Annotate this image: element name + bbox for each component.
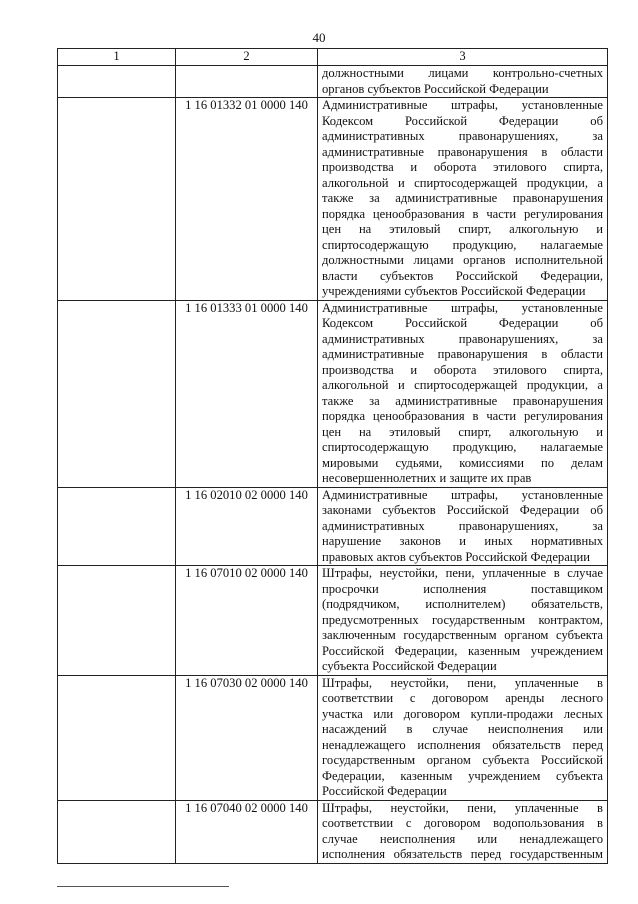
description-line: исполнения обязательств перед государственным <box>322 847 603 861</box>
description-line: нарушение законов и иных нормативных <box>322 534 603 548</box>
description-line: предусмотренных государственным контрактом, <box>322 612 603 627</box>
description-line: законами субъектов Российской Федерации об <box>322 503 603 517</box>
description-line: производства и оборота этилового спирта, <box>322 362 603 377</box>
description-line: должностными лицами контрольно-счетных <box>322 66 603 80</box>
cell-column-1 <box>58 300 176 487</box>
description-line: Федерации, казенным учреждением субъекта <box>322 768 603 783</box>
description-line: спиртосодержащую продукцию, налагаемые <box>322 440 603 454</box>
description-line: учреждениями субъектов Российской Федерации <box>322 284 586 298</box>
budget-code-table <box>57 48 608 864</box>
description-line: случае неисполнения или ненадлежащего <box>322 831 603 846</box>
table-row <box>58 98 608 301</box>
description-cell <box>318 800 608 863</box>
description-line: соответствии с договором водопользования в <box>322 816 603 830</box>
description-line: должностными лицами органов исполнительной <box>322 253 603 267</box>
description-line: Административные штрафы, установленные <box>322 98 603 112</box>
description-line: Штрафы, неустойки, пени, уплаченные в <box>322 800 603 815</box>
description-line: Кодексом Российской Федерации об <box>322 316 603 330</box>
description-line: государственным органом субъекта Российской <box>322 753 603 767</box>
description-line: административные правонарушения в области <box>322 144 603 159</box>
description-line: соответствии с договором аренды лесного <box>322 691 603 705</box>
table-row <box>58 487 608 566</box>
description-line: административных правонарушениях, за <box>322 331 603 346</box>
description-cell <box>318 566 608 676</box>
cell-column-1 <box>58 66 176 98</box>
table-row <box>58 800 608 863</box>
page-number: 40 <box>312 30 326 45</box>
column-header-3: 3 <box>318 49 608 66</box>
description-line: субъекта Российской Федерации <box>322 659 497 673</box>
description-line: также за административные правонарушения <box>322 191 603 205</box>
description-line: административных правонарушениях, за <box>322 518 603 533</box>
cell-column-1 <box>58 675 176 800</box>
cell-column-1 <box>58 800 176 863</box>
description-line: ненадлежащего исполнения обязательств перед <box>322 737 603 752</box>
description-line: просрочки исполнения поставщиком <box>322 581 603 596</box>
description-line: (подрядчиком, исполнителем) обязательств, <box>322 597 603 611</box>
description-line: административные правонарушения в области <box>322 347 603 361</box>
description-line: алкогольной и спиртосодержащей продукции, а <box>322 175 603 190</box>
description-line: насаждений в случае неисполнения или <box>322 722 603 736</box>
budget-code-cell: 1 16 07010 02 0000 140 <box>176 566 318 676</box>
description-line: порядка ценообразования в части регулирования <box>322 409 603 423</box>
cell-column-1 <box>58 566 176 676</box>
description-cell <box>318 487 608 566</box>
table-row <box>58 675 608 800</box>
description-line: несовершеннолетних и защите их прав <box>322 471 532 485</box>
description-line: участка или договором купли-продажи лесных <box>322 706 603 721</box>
budget-code-cell: 1 16 01332 01 0000 140 <box>176 98 318 301</box>
table-row <box>58 566 608 676</box>
footer-rule <box>57 886 229 887</box>
description-line: правовых актов субъектов Российской Федерации <box>322 549 591 564</box>
description-line: Административные штрафы, установленные <box>322 487 603 502</box>
column-header-1: 1 <box>58 49 176 66</box>
description-line: цен на этиловый спирт, алкогольную и <box>322 424 603 439</box>
table-row <box>58 66 608 98</box>
description-line: цен на этиловый спирт, алкогольную и <box>322 222 603 236</box>
budget-code-cell: 1 16 07040 02 0000 140 <box>176 800 318 863</box>
table-header-row <box>58 49 608 66</box>
budget-code-cell <box>176 66 318 98</box>
description-line: мировыми судьями, комиссиями по делам <box>322 455 603 470</box>
description-line: порядка ценообразования в части регулирования <box>322 206 603 221</box>
description-cell <box>318 66 608 98</box>
description-line: Кодексом Российской Федерации об <box>322 113 603 128</box>
description-line: Административные штрафы, установленные <box>322 300 603 315</box>
table-row <box>58 300 608 487</box>
description-line: Штрафы, неустойки, пени, уплаченные в случае <box>322 566 603 580</box>
description-line: административных правонарушениях, за <box>322 129 603 143</box>
description-line: спиртосодержащую продукцию, налагаемые <box>322 237 603 252</box>
description-line: также за административные правонарушения <box>322 393 603 408</box>
description-line: заключенным государственным органом субъекта <box>322 628 603 642</box>
description-cell <box>318 98 608 301</box>
description-cell <box>318 300 608 487</box>
description-line: власти субъектов Российской Федерации, <box>322 268 603 283</box>
budget-code-cell: 1 16 01333 01 0000 140 <box>176 300 318 487</box>
budget-code-cell: 1 16 02010 02 0000 140 <box>176 487 318 566</box>
description-line: Штрафы, неустойки, пени, уплаченные в <box>322 675 603 690</box>
table-body <box>58 66 608 864</box>
cell-column-1 <box>58 487 176 566</box>
description-cell <box>318 675 608 800</box>
cell-column-1 <box>58 98 176 301</box>
description-line: производства и оборота этилового спирта, <box>322 160 603 174</box>
budget-code-cell: 1 16 07030 02 0000 140 <box>176 675 318 800</box>
column-header-2: 2 <box>176 49 318 66</box>
description-line: органов субъектов Российской Федерации <box>322 81 549 96</box>
description-line: Российской Федерации, казенным учреждением <box>322 643 603 658</box>
description-line: алкогольной и спиртосодержащей продукции, а <box>322 378 603 392</box>
description-line: Российской Федерации <box>322 784 447 798</box>
